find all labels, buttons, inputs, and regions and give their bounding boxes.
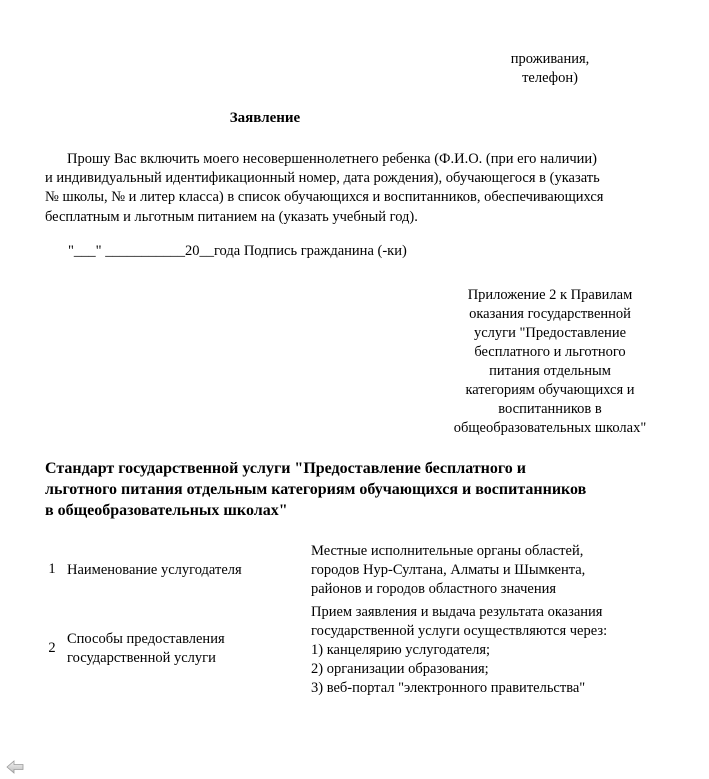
- row-value: [311, 603, 671, 698]
- row-value-line: Местные исполнительные органы областей,: [311, 543, 584, 559]
- row-name-line: Наименование услугодателя: [67, 562, 242, 578]
- appendix-line: категориям обучающихся и: [465, 382, 635, 398]
- row-value: [311, 542, 671, 599]
- row-name: [67, 561, 297, 580]
- row-name-line: Способы предоставления: [67, 631, 225, 647]
- row-number: 2: [48, 640, 56, 656]
- back-arrow-icon[interactable]: [6, 760, 24, 774]
- application-body: [45, 150, 685, 227]
- row-value-line: 3) веб-портал "электронного правительства": [311, 680, 586, 696]
- appendix-line: воспитанников в: [498, 401, 602, 417]
- row-value-line: государственной услуги осуществляются через:: [311, 623, 608, 639]
- date-signature-line: "___" ___________20__года Подпись гражданина (-ки): [68, 243, 407, 259]
- row-value-line: районов и городов областного значения: [311, 581, 557, 597]
- appendix-line: Приложение 2 к Правилам: [467, 287, 633, 303]
- address-line: телефон): [522, 70, 578, 86]
- appendix-line: бесплатного и льготного: [474, 344, 626, 360]
- appendix-line: питания отдельным: [489, 363, 611, 379]
- row-value-line: 2) организации образования;: [311, 661, 489, 677]
- row-value-line: городов Нур-Султана, Алматы и Шымкента,: [311, 562, 586, 578]
- row-value-line: Прием заявления и выдача результата оказания: [311, 604, 603, 620]
- standard-title-line: в общеобразовательных школах": [45, 502, 288, 519]
- body-line: бесплатным и льготным питанием на (указать учебный год).: [45, 208, 418, 225]
- standard-title: [45, 458, 685, 521]
- row-value-line: 1) канцелярию услугодателя;: [311, 642, 491, 658]
- row-number: 1: [48, 561, 56, 577]
- address-line: проживания,: [510, 51, 590, 67]
- body-line: и индивидуальный идентификационный номер, дата рождения), обучающегося в (указать: [45, 170, 600, 187]
- row-name: [67, 630, 297, 668]
- appendix-line: общеобразовательных школах": [453, 420, 647, 436]
- appendix-line: оказания государственной: [469, 306, 631, 322]
- row-name-line: государственной услуги: [67, 650, 216, 666]
- standard-title-line: Стандарт государственной услуги "Предоставление бесплатного и: [45, 460, 526, 477]
- address-block: [470, 50, 630, 88]
- application-title: Заявление: [229, 110, 301, 126]
- appendix-line: услуги "Предоставление: [473, 325, 627, 341]
- appendix-header: [425, 286, 675, 438]
- standard-title-line: льготного питания отдельным категориям обучающихся и воспитанников: [45, 481, 587, 498]
- body-line: № школы, № и литер класса) в список обучающихся и воспитанников, обеспечивающихся: [45, 189, 604, 206]
- body-line: Прошу Вас включить моего несовершеннолетнего ребенка (Ф.И.О. (при его наличии): [67, 151, 598, 167]
